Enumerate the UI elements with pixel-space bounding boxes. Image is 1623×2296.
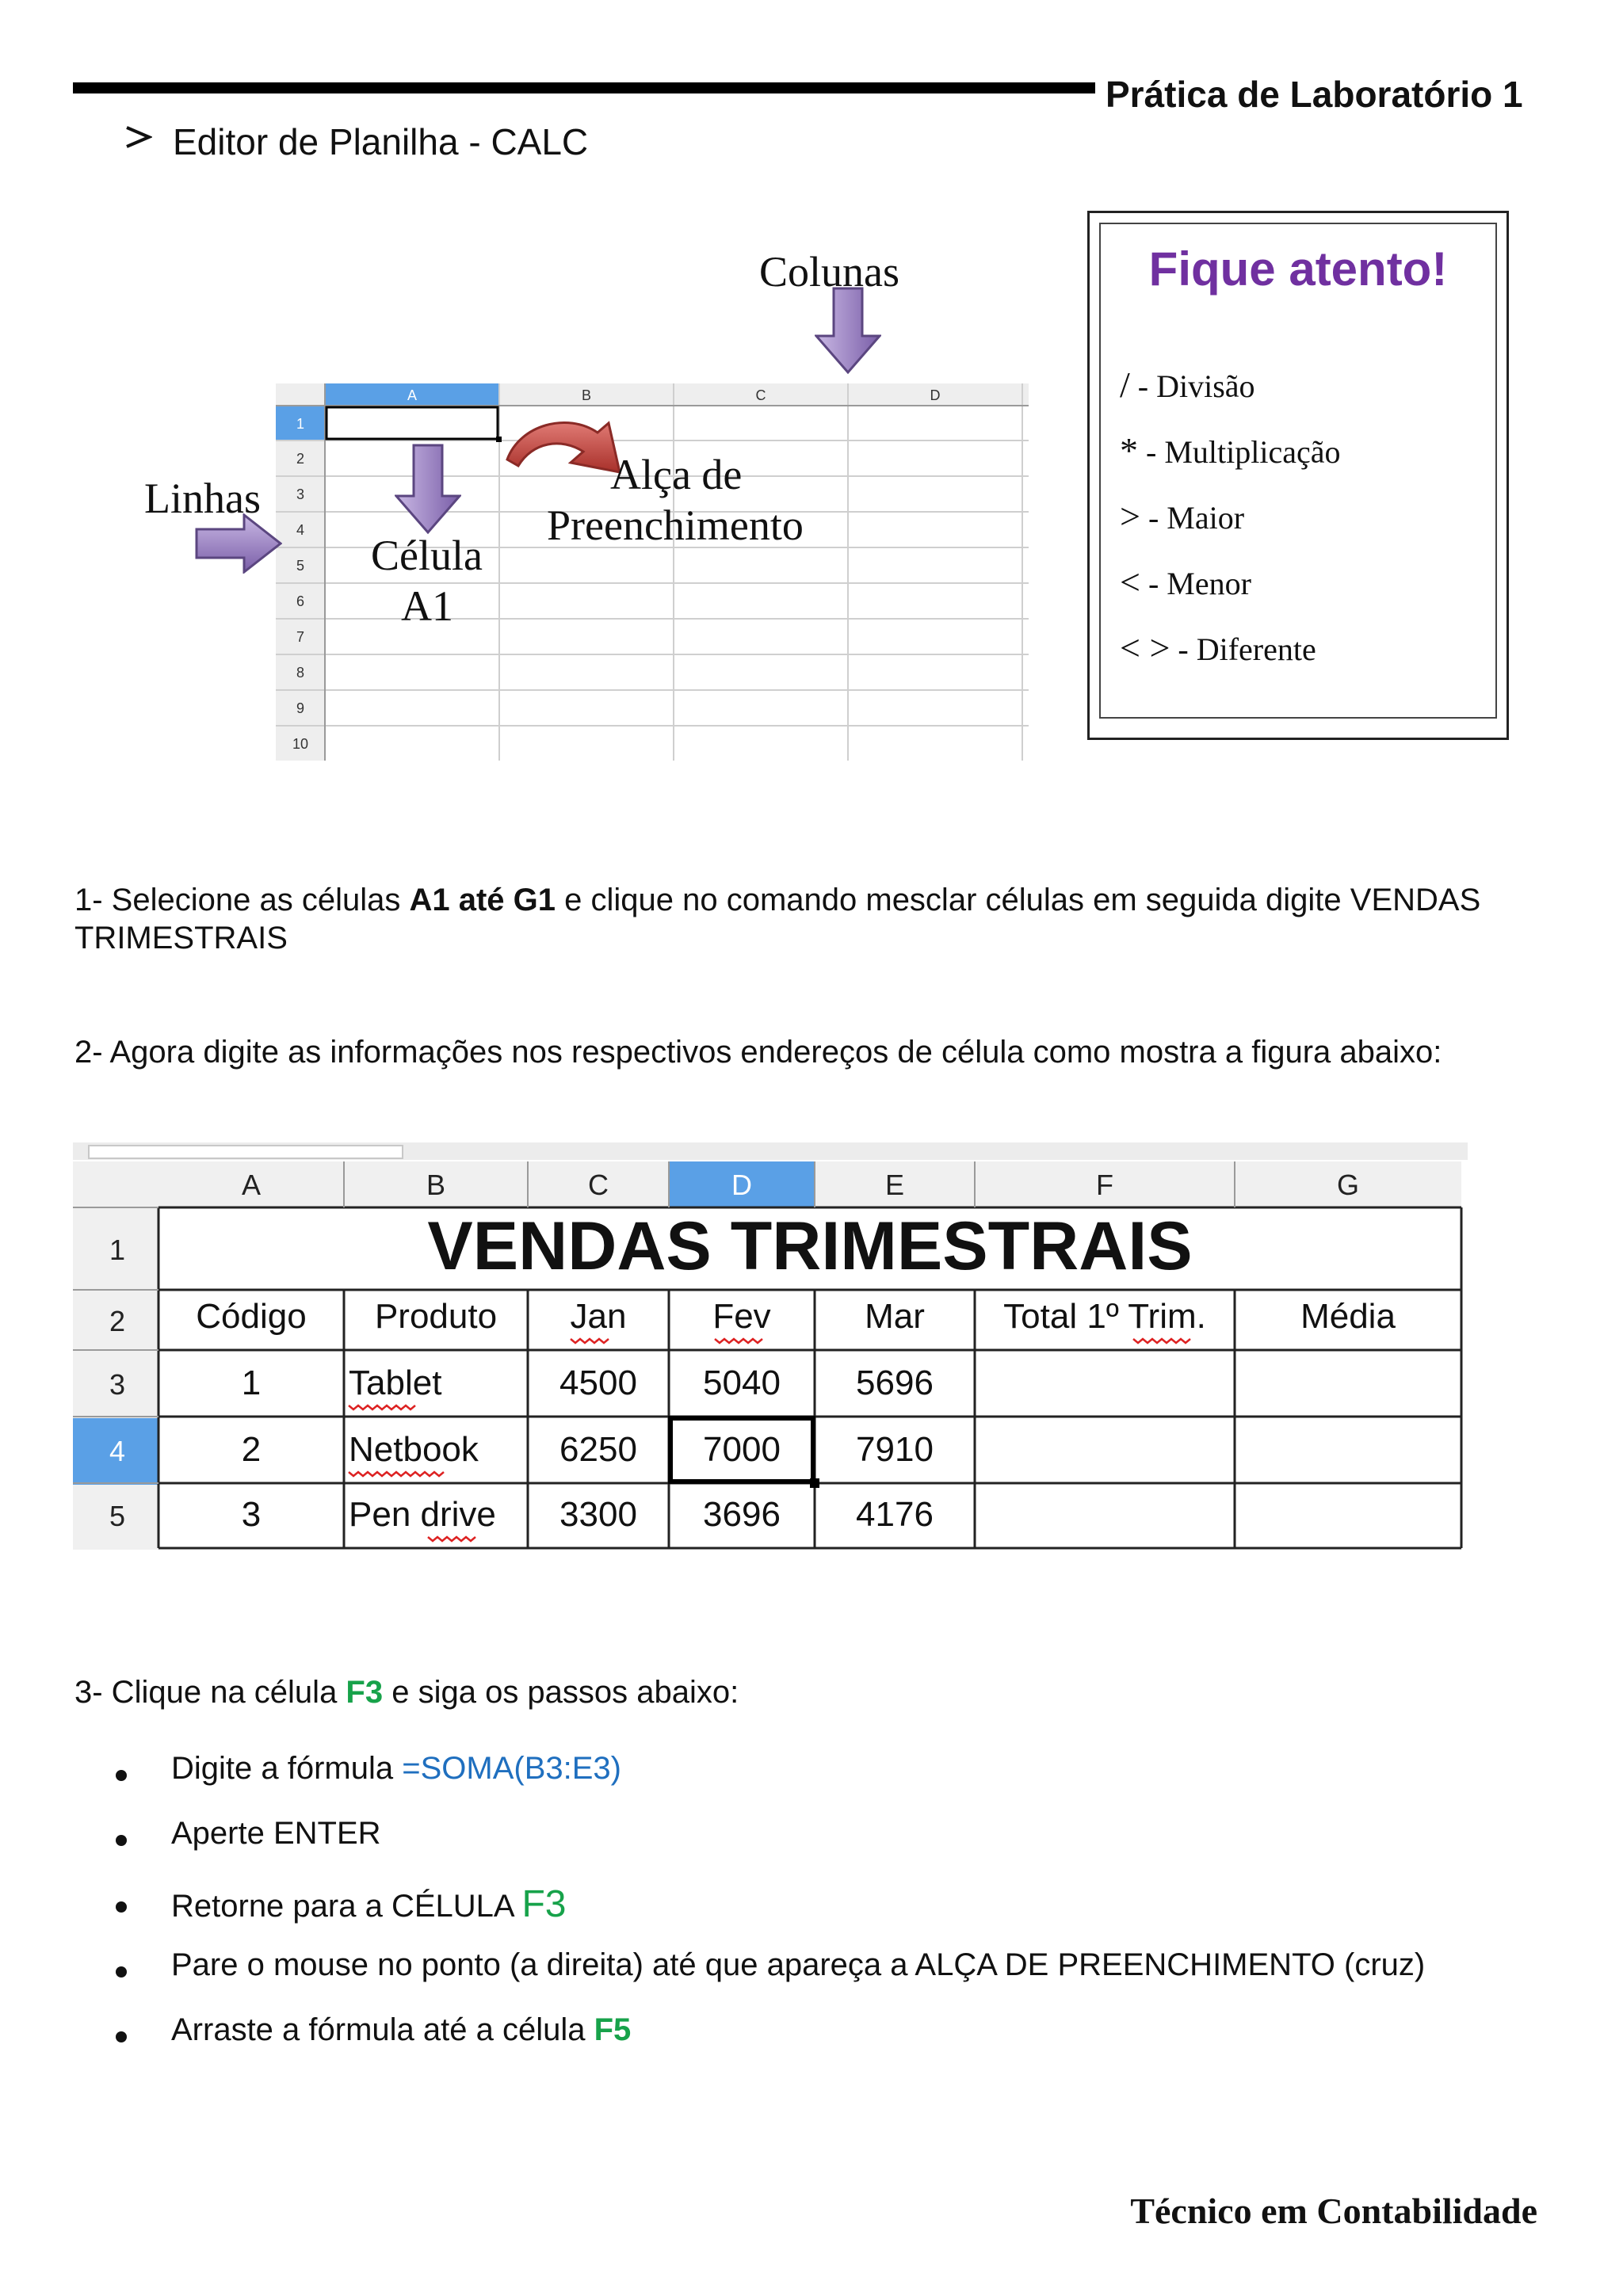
fill-handle (810, 1478, 819, 1488)
mini-row-8: 8 (296, 665, 305, 681)
tip-symbol: / (1120, 364, 1130, 405)
tip-box (1087, 211, 1509, 740)
bullet-dot (116, 1770, 127, 1781)
page-footer: Técnico em Contabilidade (1130, 2191, 1537, 2231)
step-1-part-a: 1- Selecione as células (74, 883, 410, 917)
tip-symbol: < > (1120, 627, 1170, 668)
bullet-dot (116, 1835, 127, 1846)
tip-item (1120, 627, 1316, 669)
cell-c4: 6250 (559, 1430, 637, 1469)
bullet-text: Arraste a fórmula até a célula (171, 2012, 594, 2047)
tip-item (1120, 429, 1340, 471)
label-linhas: Linhas (144, 475, 261, 522)
label-preenchimento: Preenchimento (547, 502, 804, 549)
tip-text: - Divisão (1129, 368, 1255, 404)
cell-d3: 5040 (703, 1363, 781, 1402)
label-alca-de: Alça de (610, 451, 743, 498)
step-1-part-c: e clique no comando mesclar células em seguida digite VENDAS TRIMESTRAIS (74, 883, 1481, 955)
name-box (89, 1146, 403, 1158)
step-1-range: A1 até G1 (409, 883, 556, 917)
mini-col-a: A (407, 387, 418, 403)
tip-text: - Diferente (1170, 631, 1316, 667)
mini-row-9: 9 (296, 700, 305, 716)
bullet-text: Pare o mouse no ponto (a direita) até que apareça a ALÇA DE PREENCHIMENTO (cruz) (171, 1947, 1426, 1982)
tip-symbol: > (1120, 496, 1140, 536)
cell-d5: 3696 (703, 1495, 781, 1534)
bullet-dot (116, 1966, 127, 1978)
cell-d4: 7000 (703, 1430, 781, 1469)
step-1-text (74, 881, 1549, 957)
sales-spreadsheet (73, 1142, 1468, 1551)
bullet-dot (116, 1901, 127, 1913)
col-d: D (731, 1169, 752, 1201)
tip-text: - Menor (1140, 566, 1251, 601)
label-a1: A1 (401, 582, 453, 630)
page-header-title: Prática de Laboratório 1 (1106, 74, 1523, 115)
mini-col-c: C (755, 387, 766, 403)
step-3-part-c: e siga os passos abaixo: (383, 1675, 739, 1710)
section-title: Editor de Planilha - CALC (173, 121, 589, 162)
col-g: G (1336, 1169, 1360, 1201)
hdr-fev: Fev (712, 1297, 771, 1336)
cell-b5: Pen drive (349, 1495, 496, 1534)
formula-text: =SOMA(B3:E3) (402, 1751, 621, 1786)
cell-a4: 2 (241, 1430, 262, 1469)
hdr-jan: Jan (570, 1297, 627, 1336)
mini-col-b: B (581, 387, 592, 403)
cell-b4: Netbook (349, 1430, 479, 1469)
col-e: E (884, 1169, 905, 1201)
step-3-part-a: 3- Clique na célula (74, 1675, 346, 1710)
bullet-text: Digite a fórmula (171, 1751, 403, 1786)
row-4: 4 (109, 1435, 126, 1467)
cell-ref-f3: F3 (521, 1883, 567, 1925)
mini-fill-handle (496, 437, 502, 442)
mini-row-5: 5 (296, 558, 305, 574)
cell-c5: 3300 (559, 1495, 637, 1534)
down-arrow-cell-icon (395, 444, 461, 536)
cell-b3: Tablet (349, 1363, 442, 1402)
label-celula: Célula (371, 532, 483, 579)
row-3: 3 (109, 1368, 126, 1401)
tip-text: - Maior (1140, 500, 1245, 536)
tip-symbol: < (1120, 562, 1140, 602)
mini-row-6: 6 (296, 593, 305, 609)
mini-row-3: 3 (296, 486, 305, 502)
bullet-dot (116, 2031, 127, 2042)
down-arrow-icon (815, 287, 881, 376)
step-3-text (74, 1673, 1549, 1711)
mini-col-d: D (930, 387, 941, 403)
hdr-media: Média (1300, 1297, 1396, 1336)
cell-a5: 3 (241, 1495, 262, 1534)
row-1: 1 (109, 1234, 126, 1266)
arrow-bullet-icon (125, 125, 152, 149)
step-3-cell: F3 (346, 1675, 384, 1710)
tip-item (1120, 364, 1255, 406)
cell-ref-f5: F5 (594, 2012, 632, 2047)
cell-e4: 7910 (856, 1430, 934, 1469)
bullet-text: Retorne para a CÉLULA (171, 1889, 522, 1924)
tip-text: - Multiplicação (1138, 434, 1341, 470)
col-c: C (588, 1169, 609, 1201)
mini-row-1: 1 (296, 416, 305, 432)
cell-e3: 5696 (856, 1363, 934, 1402)
mini-row-7: 7 (296, 629, 305, 645)
hdr-codigo: Código (196, 1297, 307, 1336)
mini-row-2: 2 (296, 451, 305, 467)
cell-c3: 4500 (559, 1363, 637, 1402)
header-rule (73, 82, 1095, 93)
row-5: 5 (109, 1500, 126, 1532)
tip-item (1120, 561, 1251, 603)
hdr-mar: Mar (865, 1297, 925, 1336)
col-f: F (1096, 1169, 1113, 1201)
tip-symbol: * (1120, 430, 1138, 471)
col-a: A (241, 1169, 262, 1201)
col-b: B (426, 1169, 446, 1201)
hdr-produto: Produto (374, 1297, 498, 1336)
sheet-title: VENDAS TRIMESTRAIS (427, 1208, 1193, 1284)
tip-item (1120, 495, 1244, 537)
mini-row-4: 4 (296, 522, 305, 538)
row-2: 2 (109, 1305, 126, 1337)
cell-a3: 1 (241, 1363, 262, 1402)
cell-e5: 4176 (856, 1495, 934, 1534)
mini-row-10: 10 (292, 736, 309, 752)
tip-title: Fique atento! (1148, 242, 1448, 296)
label-colunas: Colunas (759, 248, 900, 296)
hdr-total: Total 1º Trim. (1003, 1297, 1206, 1336)
bullet-text: Aperte ENTER (171, 1816, 381, 1851)
step-2-text: 2- Agora digite as informações nos respectivos endereços de célula como mostra a figura abaixo: (74, 1035, 1442, 1070)
